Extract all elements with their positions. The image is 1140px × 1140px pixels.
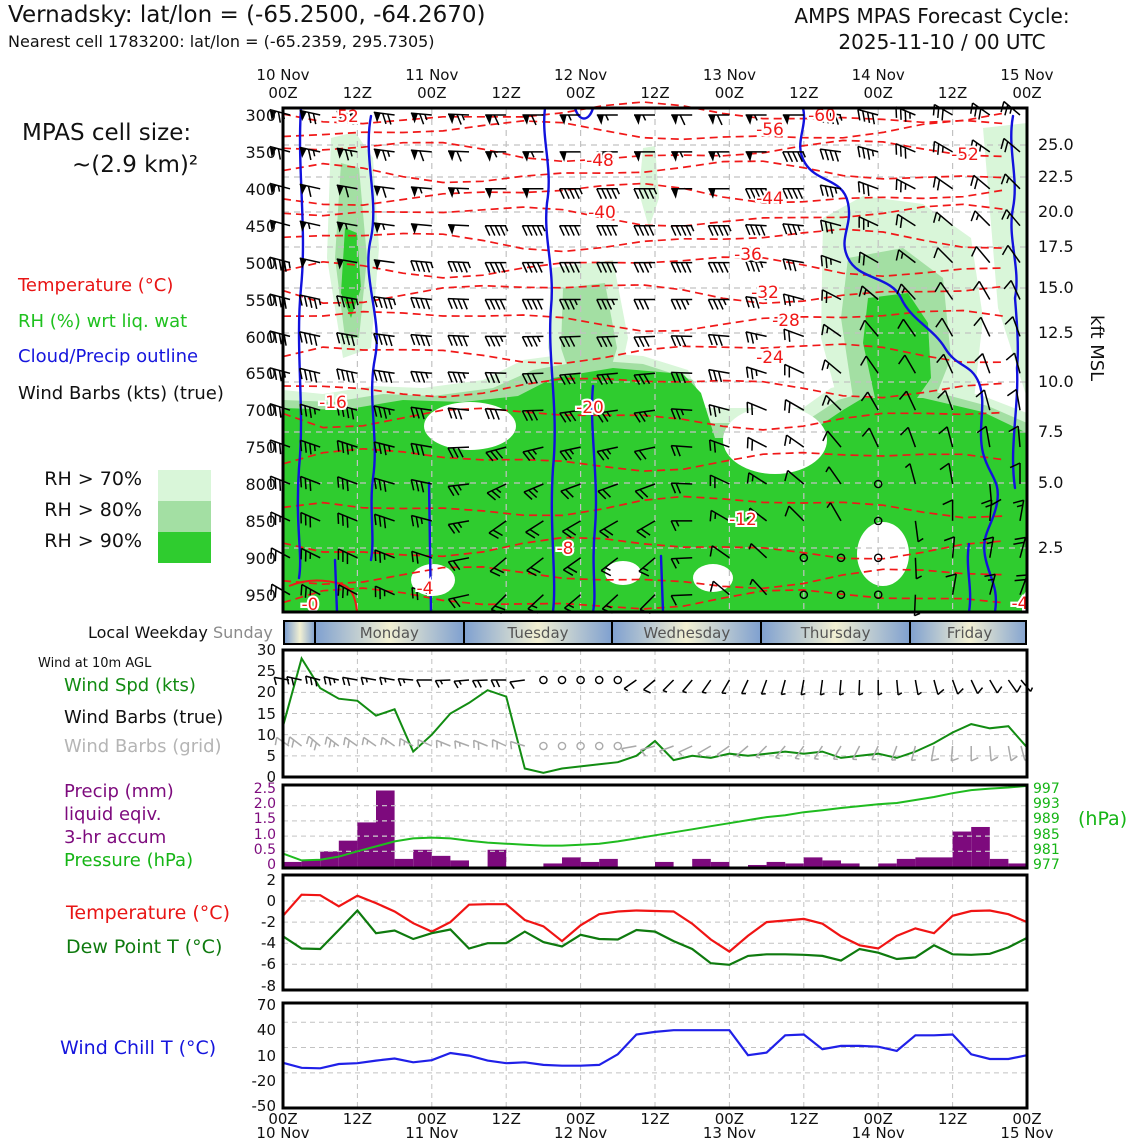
- kft-axis-title: kft MSL: [1086, 315, 1107, 382]
- precip-axis-label: 2.0: [253, 796, 276, 813]
- wind-axis-label: 20: [256, 683, 276, 702]
- bottom-hour-label: 00Z: [714, 1110, 745, 1128]
- legend-temperature: Temperature (°C): [18, 275, 174, 296]
- bottom-hour-label: 00Z: [417, 1110, 447, 1128]
- pressure-tick-label: 450: [245, 216, 276, 236]
- kft-tick-label: 7.5: [1038, 422, 1064, 441]
- temp-contour-label: -4: [1011, 594, 1029, 614]
- wind-axis-label: 5: [266, 746, 276, 765]
- kft-tick-label: 20.0: [1038, 202, 1074, 221]
- top-hour-label: 12Z: [342, 84, 373, 102]
- bottom-hour-label: 00Z: [268, 1110, 298, 1128]
- legend-rh: RH (%) wrt liq. wat: [18, 311, 188, 332]
- wind-axis-label: 30: [256, 641, 276, 659]
- precip-axis-label: 0.5: [253, 841, 276, 858]
- forecast-cycle-title: AMPS MPAS Forecast Cycle:: [794, 4, 1070, 28]
- bottom-hour-label: 00Z: [863, 1110, 893, 1128]
- top-hour-label: 00Z: [714, 84, 745, 102]
- rh-legend-swatch: [158, 501, 211, 532]
- day-label-sunday: Sunday: [213, 623, 273, 642]
- bottom-hour-label: 00Z: [565, 1110, 596, 1128]
- legend-wind-barbs: Wind Barbs (kts) (true): [18, 383, 224, 404]
- bottom-date-label: 13 Nov: [702, 1124, 756, 1140]
- bottom-date-label: 15 Nov: [1000, 1124, 1054, 1140]
- wind-chill-panel: [283, 1003, 1027, 1108]
- chill-axis-label: 40: [256, 1021, 276, 1040]
- precip-pressure-panel: [283, 785, 1027, 868]
- rh-legend-swatch: [158, 532, 211, 563]
- pressure-tick-label: 350: [245, 142, 276, 162]
- pressure-axis-label: 993: [1033, 796, 1060, 813]
- pressure-tick-label: 300: [245, 106, 276, 125]
- bottom-date-label: 10 Nov: [256, 1124, 310, 1140]
- bottom-hour-label: 00Z: [1012, 1110, 1042, 1128]
- pressure-tick-label: 800: [245, 475, 276, 495]
- page-title: Vernadsky: lat/lon = (-65.2500, -64.2670): [8, 2, 486, 28]
- kft-tick-label: 12.5: [1038, 323, 1074, 342]
- pressure-tick-label: 650: [245, 364, 276, 384]
- bottom-hour-label: 12Z: [937, 1110, 968, 1128]
- wind-chill-label: Wind Chill T (°C): [60, 1037, 217, 1059]
- bottom-date-label: 11 Nov: [405, 1124, 459, 1140]
- pressure-tick-label: 900: [245, 549, 276, 569]
- day-label: Friday: [946, 624, 993, 642]
- wind-axis-label: 10: [256, 725, 276, 744]
- day-label: Wednesday: [643, 624, 731, 642]
- pressure-tick-label: 400: [245, 179, 276, 199]
- temp-contour-label: -48: [586, 151, 614, 171]
- temp-axis-label: -4: [261, 934, 276, 953]
- temp-contour-label: -28: [772, 311, 800, 331]
- pressure-label: Pressure (hPa): [64, 850, 194, 871]
- bottom-hour-label: 12Z: [491, 1110, 521, 1128]
- pressure-time-cross-section: [283, 106, 1029, 615]
- pressure-tick-label: 500: [245, 253, 276, 273]
- precip-axis-label: 0: [267, 857, 276, 873]
- day-label: Monday: [359, 624, 419, 642]
- temp-axis-label: 2: [266, 871, 276, 889]
- top-date-label: 15 Nov: [1000, 66, 1054, 84]
- temp-axis-label: 0: [266, 892, 276, 911]
- pressure-axis-label: 997: [1033, 781, 1060, 797]
- precip-label-3: 3-hr accum: [64, 827, 167, 848]
- temp-contour-label: -20: [576, 398, 604, 418]
- kft-tick-label: 5.0: [1038, 473, 1064, 492]
- pressure-tick-label: 750: [245, 438, 276, 458]
- cell-size-value: ~(2.9 km)²: [72, 152, 199, 178]
- top-date-label: 14 Nov: [851, 66, 905, 84]
- wind-speed-panel: [283, 650, 1027, 777]
- day-segment: [285, 622, 315, 643]
- temp-contour-label: -12: [729, 510, 757, 530]
- temp-contour-label: -60: [808, 106, 836, 126]
- temp-contour-label: -24: [756, 348, 784, 368]
- wind-barbs-true-label: Wind Barbs (true): [64, 707, 224, 728]
- top-hour-label: 00Z: [1012, 84, 1042, 102]
- temp-contour-label: -52: [331, 107, 359, 127]
- dew-point-label: Dew Point T (°C): [66, 936, 223, 958]
- kft-tick-label: 10.0: [1038, 372, 1074, 391]
- bottom-date-label: 14 Nov: [851, 1124, 905, 1140]
- pressure-tick-label: 850: [245, 512, 276, 532]
- forecast-cycle-date: 2025-11-10 / 00 UTC: [838, 30, 1046, 54]
- wind-axis-label: 15: [256, 704, 276, 723]
- temp-contour-label: -0: [301, 595, 319, 615]
- wind-axis-label: 25: [256, 662, 276, 681]
- temp-contour-label: -4: [416, 579, 434, 599]
- kft-tick-label: 17.5: [1038, 237, 1074, 256]
- pressure-axis-label: 977: [1033, 857, 1060, 873]
- legend-cloud: Cloud/Precip outline: [18, 346, 199, 367]
- top-hour-label: 12Z: [789, 84, 819, 102]
- temp-axis-label: -8: [261, 976, 276, 995]
- pressure-tick-label: 700: [245, 401, 276, 421]
- kft-tick-label: 22.5: [1038, 167, 1074, 186]
- bottom-hour-label: 12Z: [789, 1110, 819, 1128]
- wind-spd-label: Wind Spd (kts): [64, 675, 196, 696]
- top-date-label: 12 Nov: [554, 66, 608, 84]
- precip-label-1: Precip (mm): [64, 781, 174, 802]
- temperature-panel: [283, 875, 1027, 990]
- rh-legend-label: RH > 70%: [44, 468, 142, 490]
- local-weekday-label: Local Weekday: [88, 623, 208, 642]
- page-subtitle: Nearest cell 1783200: lat/lon = (-65.2359, 295.7305): [8, 32, 435, 51]
- top-date-label: 10 Nov: [256, 66, 310, 84]
- chill-axis-label: -20: [251, 1072, 276, 1091]
- day-label: Thursday: [800, 624, 871, 642]
- top-date-label: 11 Nov: [405, 66, 459, 84]
- day-label: Tuesday: [507, 624, 569, 642]
- top-hour-label: 12Z: [937, 84, 968, 102]
- kft-tick-label: 2.5: [1038, 538, 1064, 557]
- top-date-label: 13 Nov: [702, 66, 756, 84]
- top-hour-label: 12Z: [640, 84, 670, 102]
- bottom-date-label: 12 Nov: [554, 1124, 608, 1140]
- precip-label-2: liquid eqiv.: [64, 804, 162, 825]
- temp-contour-label: -52: [951, 145, 979, 165]
- kft-tick-label: 15.0: [1038, 278, 1074, 297]
- rh-legend-label: RH > 80%: [44, 499, 142, 521]
- pressure-tick-label: 950: [245, 586, 276, 606]
- temp-contour-label: -8: [556, 539, 574, 559]
- top-hour-label: 00Z: [268, 84, 298, 102]
- top-hour-label: 12Z: [491, 84, 521, 102]
- temp-axis-label: -6: [261, 955, 276, 974]
- wind-barbs-grid-label: Wind Barbs (grid): [64, 736, 222, 757]
- rh-legend-label: RH > 90%: [44, 530, 142, 552]
- precip-axis-label: 2.5: [253, 781, 276, 797]
- chill-axis-label: -50: [251, 1097, 276, 1116]
- day-strip: [283, 620, 1027, 645]
- precip-axis-label: 1.5: [253, 811, 276, 828]
- pressure-tick-label: 550: [245, 290, 276, 310]
- pressure-axis-label: 989: [1033, 811, 1060, 828]
- temperature-2m-label: Temperature (°C): [66, 902, 230, 924]
- top-hour-label: 00Z: [863, 84, 893, 102]
- pressure-axis-label: 981: [1033, 841, 1060, 858]
- rh-legend-swatch: [158, 470, 211, 501]
- top-hour-label: 00Z: [417, 84, 447, 102]
- pressure-axis-label: 985: [1033, 826, 1060, 843]
- temp-contour-label: -32: [751, 283, 779, 303]
- temp-axis-label: -2: [261, 913, 276, 932]
- hpa-unit-label: (hPa): [1078, 808, 1128, 830]
- top-hour-label: 00Z: [565, 84, 596, 102]
- wind-10m-label: Wind at 10m AGL: [38, 656, 152, 671]
- precip-axis-label: 1.0: [253, 826, 276, 843]
- temp-contour-label: -40: [588, 203, 616, 223]
- cell-size-label: MPAS cell size:: [22, 120, 192, 146]
- wind-axis-label: 0: [266, 768, 276, 787]
- temp-contour-label: -56: [756, 120, 784, 140]
- kft-tick-label: 25.0: [1038, 135, 1074, 154]
- chill-axis-label: 10: [256, 1046, 276, 1065]
- temp-contour-label: -16: [319, 393, 347, 413]
- temp-contour-label: -36: [734, 245, 762, 265]
- chill-axis-label: 70: [256, 996, 276, 1014]
- temp-contour-label: -44: [756, 189, 784, 209]
- bottom-hour-label: 12Z: [640, 1110, 670, 1128]
- bottom-hour-label: 12Z: [342, 1110, 373, 1128]
- pressure-tick-label: 600: [245, 327, 276, 347]
